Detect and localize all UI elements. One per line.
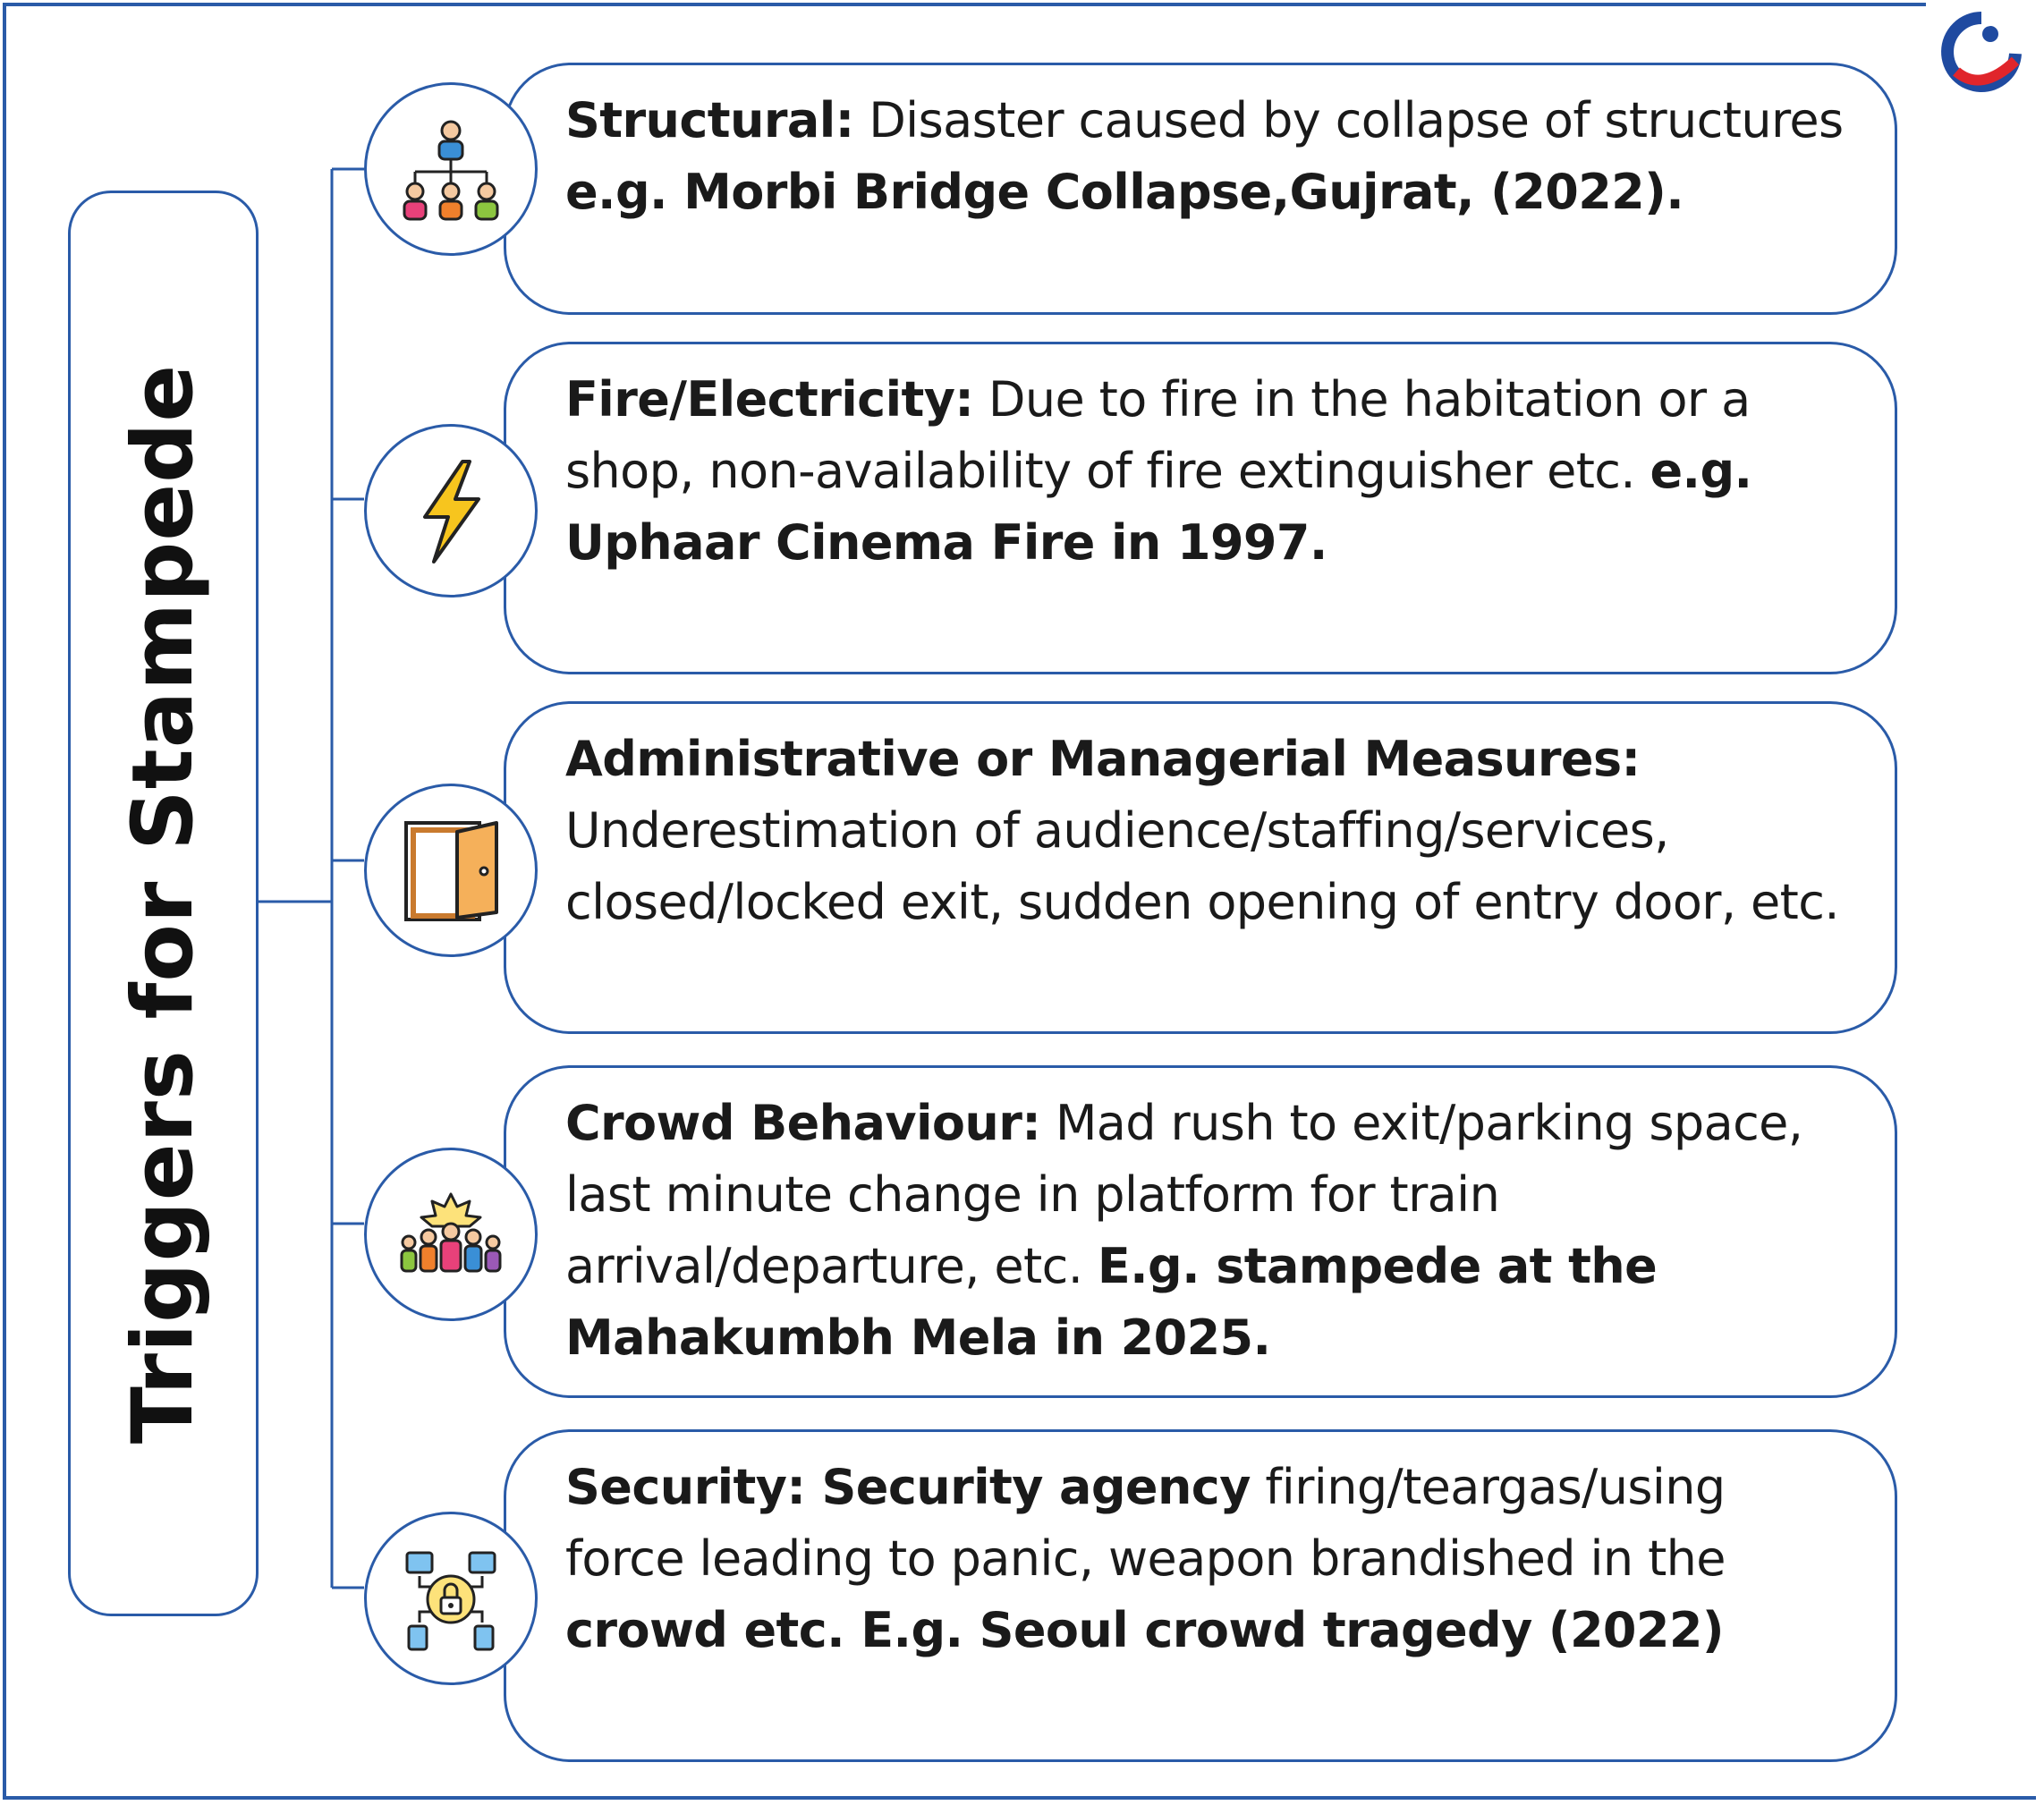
- icon-circle: [364, 1148, 538, 1321]
- trigger-text: Structural: Disaster caused by collapse of structures e.g. Morbi Bridge Collapse,Gujrat, (2022).: [565, 92, 1844, 220]
- organization-hierarchy-icon: [393, 111, 509, 227]
- icon-circle: [364, 424, 538, 597]
- icon-circle: [364, 784, 538, 957]
- diagram-title: Triggers for Stampede: [114, 363, 213, 1444]
- open-door-icon: [393, 812, 509, 928]
- lightning-bolt-icon: [393, 453, 509, 569]
- trigger-text: Fire/Electricity: Due to fire in the habitation or a shop, non-availability of fire extinguisher etc. e.g. Uphaar Cinema Fire in 1997.: [565, 371, 1752, 571]
- security-lock-network-icon: [393, 1540, 509, 1657]
- icon-circle: [364, 82, 538, 256]
- trigger-card-fire-electricity: [504, 342, 1897, 674]
- trigger-card-administrative: [504, 701, 1897, 1034]
- trigger-text: Crowd Behaviour: Mad rush to exit/parking space, last minute change in platform for train arrival/departure, etc. E.g. stampede at the Mahakumbh Mela in 2025.: [565, 1095, 1803, 1366]
- trigger-text: Security: Security agency firing/teargas/using force leading to panic, weapon brandished in the crowd etc. E.g. Seoul crowd tragedy (2022): [565, 1459, 1726, 1658]
- crowd-icon: [393, 1176, 509, 1292]
- trigger-card-structural: [504, 63, 1897, 315]
- icon-circle: [364, 1512, 538, 1685]
- trigger-card-crowd-behaviour: [504, 1065, 1897, 1398]
- trigger-card-security: [504, 1429, 1897, 1762]
- trigger-text: Administrative or Managerial Measures: Underestimation of audience/staffing/services, closed/locked exit, sudden opening of entry door, etc.: [565, 731, 1839, 930]
